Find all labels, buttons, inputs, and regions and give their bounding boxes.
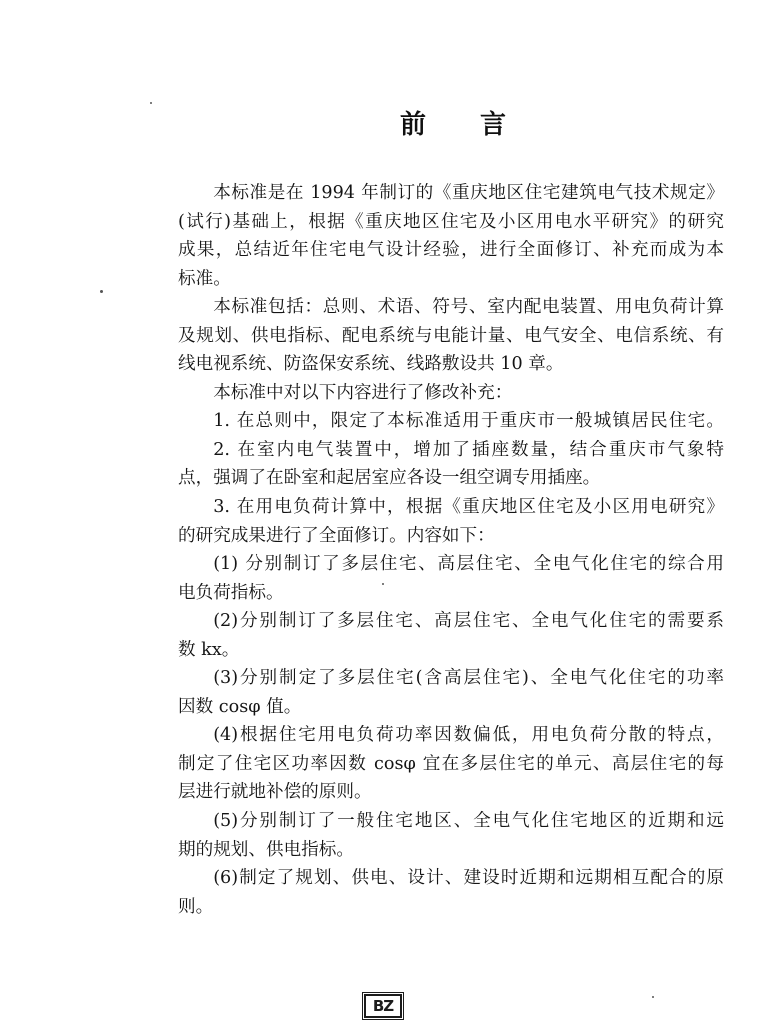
paragraph-subitem-1 <box>178 550 724 607</box>
paragraph-item-1 <box>178 407 724 436</box>
paragraph-revisions-intro <box>178 379 724 408</box>
body-text <box>178 179 724 921</box>
text-line: (4)根据住宅用电负荷功率因数偏低，用电负荷分散的特点， <box>213 725 724 746</box>
text-line: 本标准包括：总则、术语、符号、室内配电装置、用电负荷计算 <box>213 297 724 318</box>
text-line: (6)制定了规划、供电、设计、建设时近期和远期相互配合的原 <box>213 868 724 889</box>
paragraph-subitem-3 <box>178 664 724 721</box>
paragraph-item-3 <box>178 493 724 550</box>
text-line: 标准。 <box>178 268 231 289</box>
publisher-logo: BZ <box>364 994 402 1018</box>
text-line: (3)分别制定了多层住宅(含高层住宅)、全电气化住宅的功率 <box>213 668 724 689</box>
paragraph-subitem-2 <box>178 607 724 664</box>
text-line: 本标准中对以下内容进行了修改补充： <box>213 382 513 403</box>
text-line: 点，强调了在卧室和起居室应各设一组空调专用插座。 <box>178 468 601 489</box>
text-line: 及规划、供电指标、配电系统与电能计量、电气安全、电信系统、有 <box>178 325 724 346</box>
scan-speck <box>382 583 384 585</box>
text-line: 层进行就地补偿的原则。 <box>178 782 372 803</box>
text-line: 1. 在总则中，限定了本标准适用于重庆市一般城镇居民住宅。 <box>213 411 724 432</box>
text-line: 3. 在用电负荷计算中，根据《重庆地区住宅及小区用电研究》 <box>213 497 724 518</box>
scan-speck <box>652 996 654 998</box>
text-line: 本标准是在 1994 年制订的《重庆地区住宅建筑电气技术规定》 <box>213 183 724 203</box>
text-line: (1) 分别制订了多层住宅、高层住宅、全电气化住宅的综合用 <box>213 554 724 575</box>
text-line: 2. 在室内电气装置中，增加了插座数量，结合重庆市气象特 <box>213 439 724 460</box>
text-line: (2)分别制订了多层住宅、高层住宅、全电气化住宅的需要系 <box>213 611 724 632</box>
text-line: 电负荷指标。 <box>178 582 284 603</box>
text-line: 制定了住宅区功率因数 cosφ 宜在多层住宅的单元、高层住宅的每 <box>178 753 724 774</box>
paragraph-subitem-6 <box>178 864 724 921</box>
text-line: 因数 cosφ 值。 <box>178 696 302 717</box>
paragraph-subitem-4 <box>178 721 724 807</box>
page-title: 前 言 <box>400 110 507 140</box>
paragraph-item-2 <box>178 436 724 493</box>
text-line: 成果，总结近年住宅电气设计经验，进行全面修订、补充而成为本 <box>178 240 724 261</box>
text-line: 的研究成果进行了全面修订。内容如下： <box>178 525 495 546</box>
scan-speck <box>100 290 103 293</box>
text-line: 线电视系统、防盗保安系统、线路敷设共 10 章。 <box>178 354 564 375</box>
paragraph-intro <box>178 179 724 293</box>
text-line: 数 kx。 <box>178 639 240 660</box>
text-line: 期的规划、供电指标。 <box>178 839 354 860</box>
text-line: (试行)基础上，根据《重庆地区住宅及小区用电水平研究》的研究 <box>178 211 724 232</box>
text-line: 则。 <box>178 896 214 917</box>
paragraph-subitem-5 <box>178 807 724 864</box>
paragraph-contents <box>178 293 724 379</box>
scan-speck <box>150 102 152 104</box>
text-line: (5)分别制订了一般住宅地区、全电气化住宅地区的近期和远 <box>213 811 724 832</box>
